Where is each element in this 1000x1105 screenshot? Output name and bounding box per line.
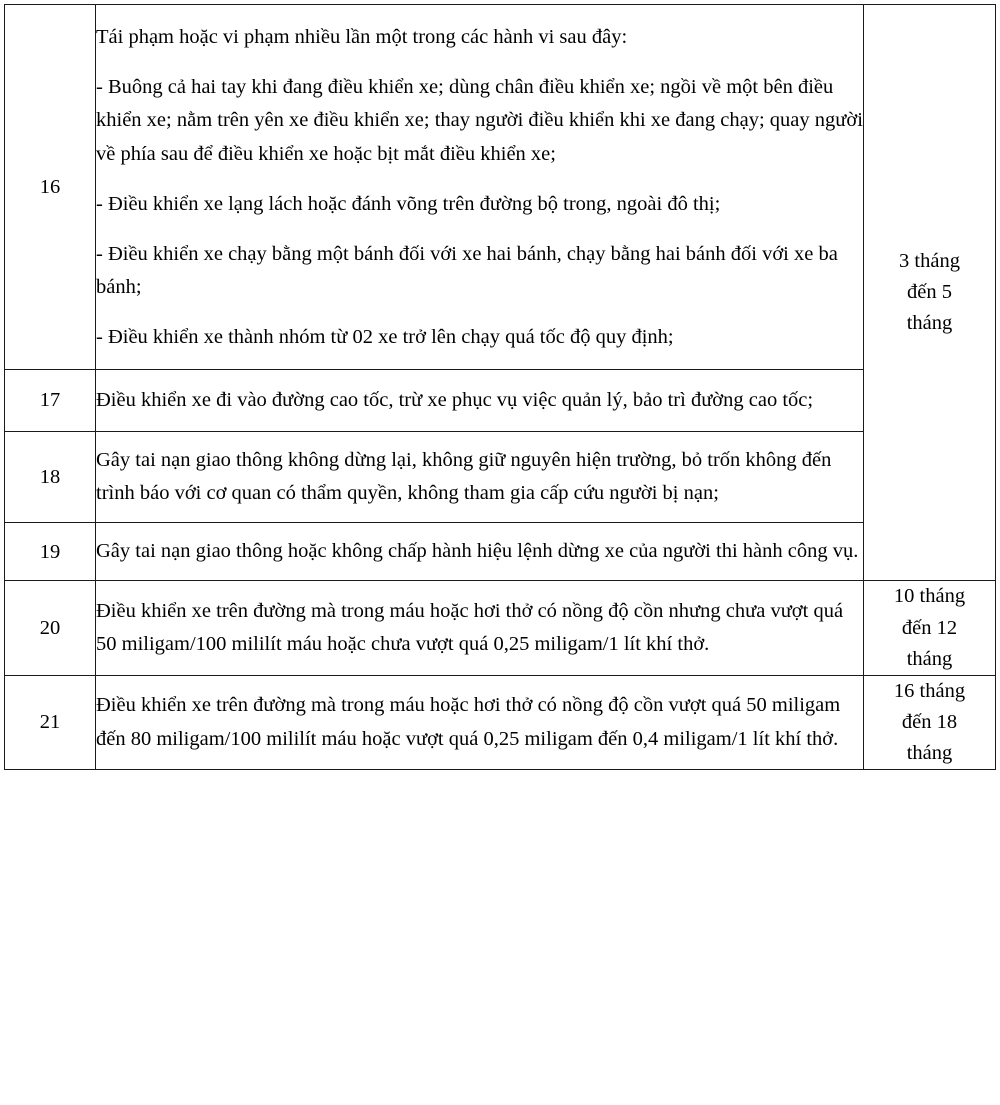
violation-description-cell: [96, 675, 864, 769]
duration-line: đến 5: [907, 281, 952, 304]
violation-paragraph: - Điều khiển xe thành nhóm từ 02 xe trở lên chạy quá tốc độ quy định;: [96, 326, 674, 349]
violation-paragraph: - Điều khiển xe chạy bằng một bánh đối với xe hai bánh, chạy bằng hai bánh đối với xe ba bánh;: [96, 243, 838, 299]
violation-paragraph: Gây tai nạn giao thông không dừng lại, không giữ nguyên hiện trường, bỏ trốn không đến trình báo với cơ quan có thẩm quyền, không tham gia cấp cứu người bị nạn;: [96, 448, 832, 505]
violation-paragraph: Tái phạm hoặc vi phạm nhiều lần một trong các hành vi sau đây:: [96, 26, 628, 48]
duration-line: 16 tháng: [893, 679, 966, 702]
row-number: 18: [39, 465, 61, 488]
table-row: [5, 431, 996, 522]
row-number-cell: [5, 581, 96, 675]
duration-line: 3 tháng: [899, 249, 960, 272]
violation-description-cell: [96, 5, 864, 370]
duration-line: đến 12: [901, 616, 958, 639]
table-row: [5, 581, 996, 675]
duration-line: 10 tháng: [893, 585, 966, 608]
table-row: [5, 369, 996, 431]
violation-description-cell: [96, 581, 864, 675]
duration-cell: [864, 5, 996, 581]
violation-paragraph: Điều khiển xe trên đường mà trong máu hoặc hơi thở có nồng độ cồn nhưng chưa vượt quá 50 miligam/100 mililít máu hoặc chưa vượt quá 0,25 miligam/1 lít khí thở.: [96, 599, 844, 656]
row-number-cell: [5, 369, 96, 431]
violation-description-cell: [96, 431, 864, 522]
row-number-cell: [5, 5, 96, 370]
duration-line: tháng: [906, 742, 953, 765]
table-row: [5, 523, 996, 581]
table-row: [5, 5, 996, 370]
row-number-cell: [5, 431, 96, 522]
row-number: 17: [39, 388, 61, 411]
row-number: 21: [39, 711, 61, 734]
row-number: 19: [39, 540, 61, 563]
duration-line: tháng: [906, 647, 953, 670]
duration-line: đến 18: [901, 711, 958, 734]
violation-paragraph: Điều khiển xe đi vào đường cao tốc, trừ xe phục vụ việc quản lý, bảo trì đường cao tốc;: [96, 388, 814, 411]
duration-cell: [864, 581, 996, 675]
violation-paragraph: - Điều khiển xe lạng lách hoặc đánh võng trên đường bộ trong, ngoài đô thị;: [96, 192, 721, 215]
duration-line: tháng: [906, 312, 953, 335]
violation-paragraph: Gây tai nạn giao thông hoặc không chấp hành hiệu lệnh dừng xe của người thi hành công vụ.: [96, 540, 859, 563]
violation-paragraph: Điều khiển xe trên đường mà trong máu hoặc hơi thở có nồng độ cồn vượt quá 50 miligam đến 80 miligam/100 mililít máu hoặc vượt quá 0,25 miligam đến 0,4 miligam/1 lít khí thở.: [96, 694, 841, 750]
penalty-table: [4, 4, 996, 770]
violation-description-cell: [96, 369, 864, 431]
row-number-cell: [5, 523, 96, 581]
row-number-cell: [5, 675, 96, 769]
duration-cell: [864, 675, 996, 769]
table-row: [5, 675, 996, 769]
violation-description-cell: [96, 523, 864, 581]
row-number: 16: [39, 175, 61, 198]
row-number: 20: [39, 616, 61, 639]
violation-paragraph: - Buông cả hai tay khi đang điều khiển xe; dùng chân điều khiển xe; ngồi về một bên điều khiển xe; nằm trên yên xe điều khiển xe; thay người điều khiển khi xe đang chạy; quay người về phía sau để điều khiển xe hoặc bịt mắt điều khiển xe;: [96, 76, 863, 165]
